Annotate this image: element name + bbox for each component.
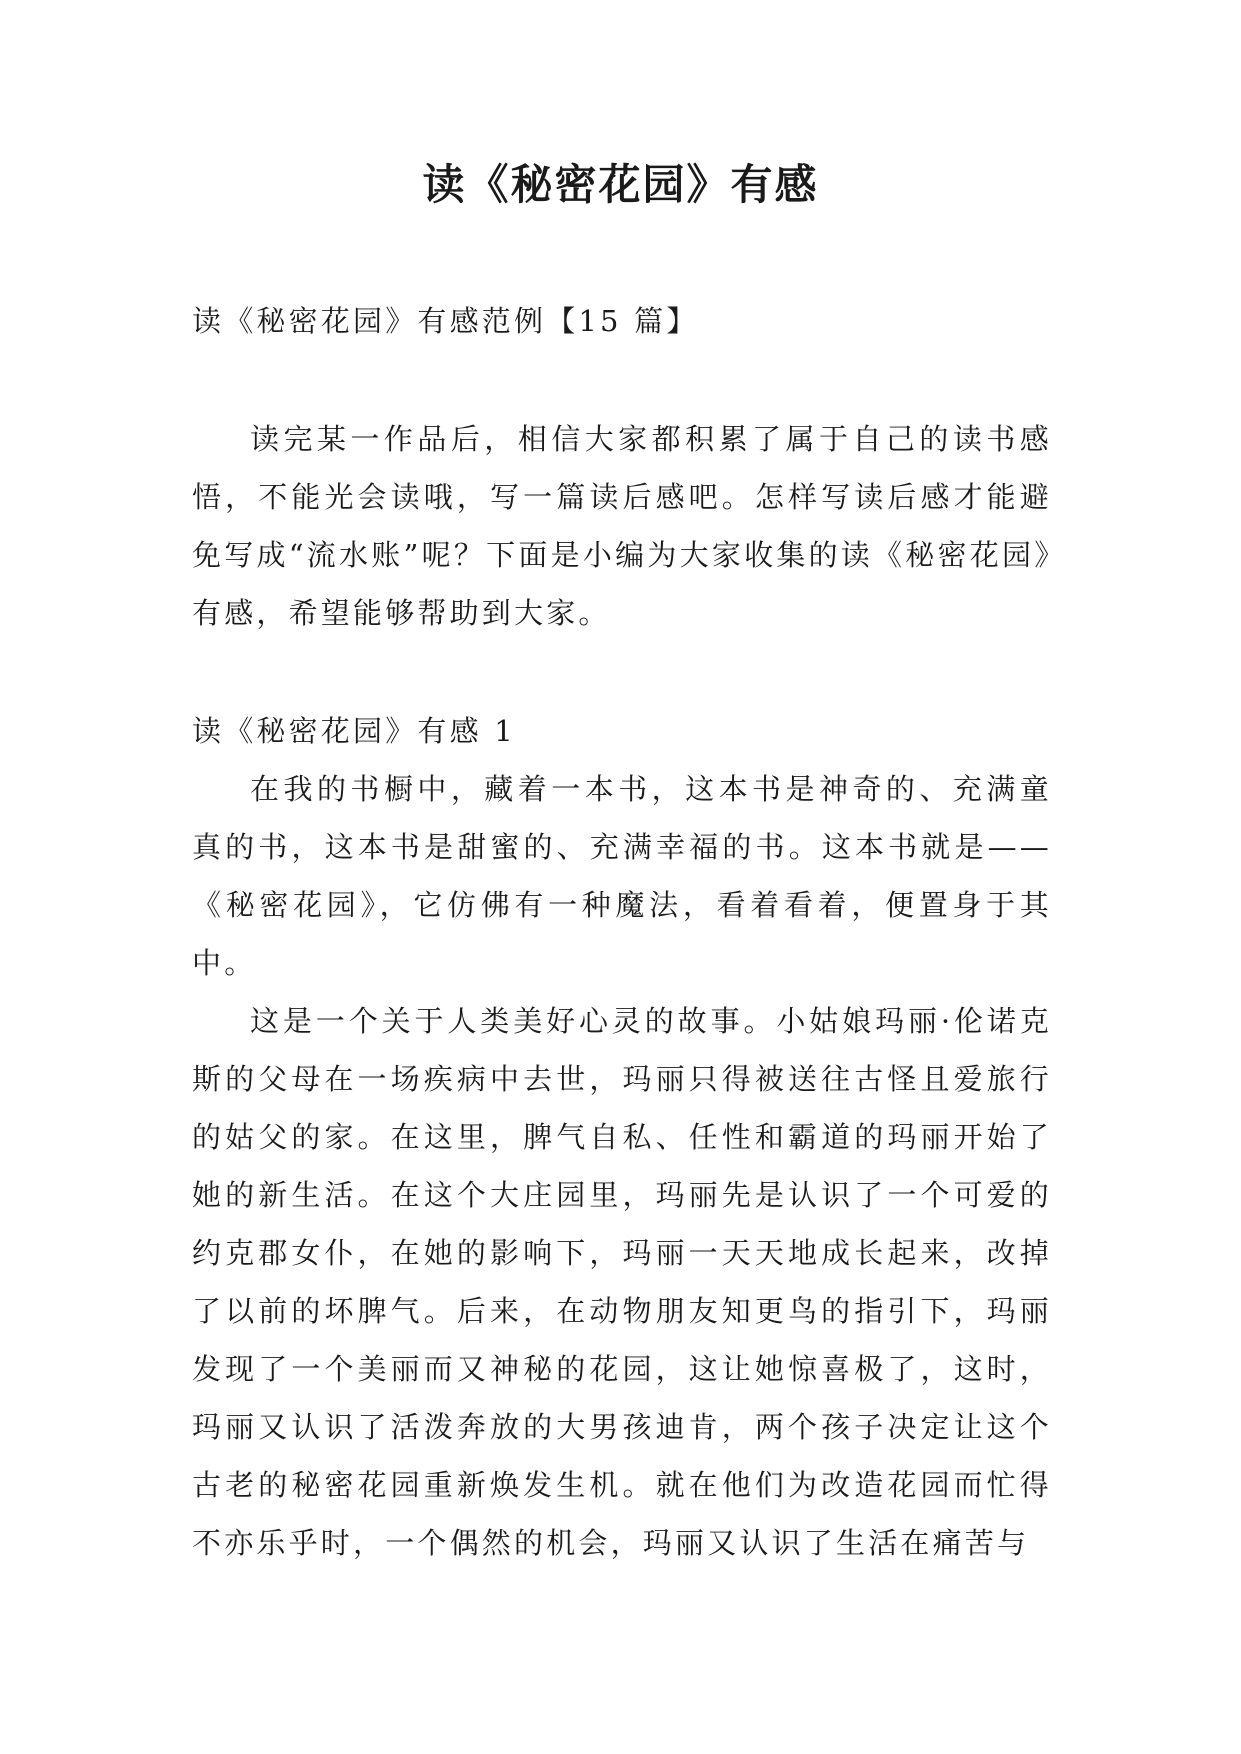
body-paragraph: 在我的书橱中，藏着一本书，这本书是神奇的、充满童真的书，这本书是甜蜜的、充满幸福的书。这本书就是——《秘密花园》，它仿佛有一种魔法，看着看着，便置身于其中。: [192, 772, 1052, 980]
document-subtitle: 读《秘密花园》有感范例【15 篇】: [192, 304, 699, 338]
document-body: [192, 292, 1052, 1572]
section-heading: 读《秘密花园》有感 1: [192, 714, 516, 748]
document-title: 读《秘密花园》有感: [422, 160, 819, 209]
intro-paragraph: 读完某一作品后，相信大家都积累了属于自己的读书感悟，不能光会读哦，写一篇读后感吧。怎样写读后感才能避免写成“流水账”呢？下面是小编为大家收集的读《秘密花园》有感，希望能够帮助到大家。: [192, 422, 1052, 630]
body-paragraph: 这是一个关于人类美好心灵的故事。小姑娘玛丽·伦诺克斯的父母在一场疾病中去世，玛丽只得被送往古怪且爱旅行的姑父的家。在这里，脾气自私、任性和霸道的玛丽开始了她的新生活。在这个大庄园里，玛丽先是认识了一个可爱的约克郡女仆，在她的影响下，玛丽一天天地成长起来，改掉了以前的坏脾气。后来，在动物朋友知更鸟的指引下，玛丽发现了一个美丽而又神秘的花园，这让她惊喜极了，这时，玛丽又认识了活泼奔放的大男孩迪肯，两个孩子决定让这个古老的秘密花园重新焕发生机。就在他们为改造花园而忙得不亦乐乎时，一个偶然的机会，玛丽又认识了生活在痛苦与: [192, 1004, 1052, 1560]
